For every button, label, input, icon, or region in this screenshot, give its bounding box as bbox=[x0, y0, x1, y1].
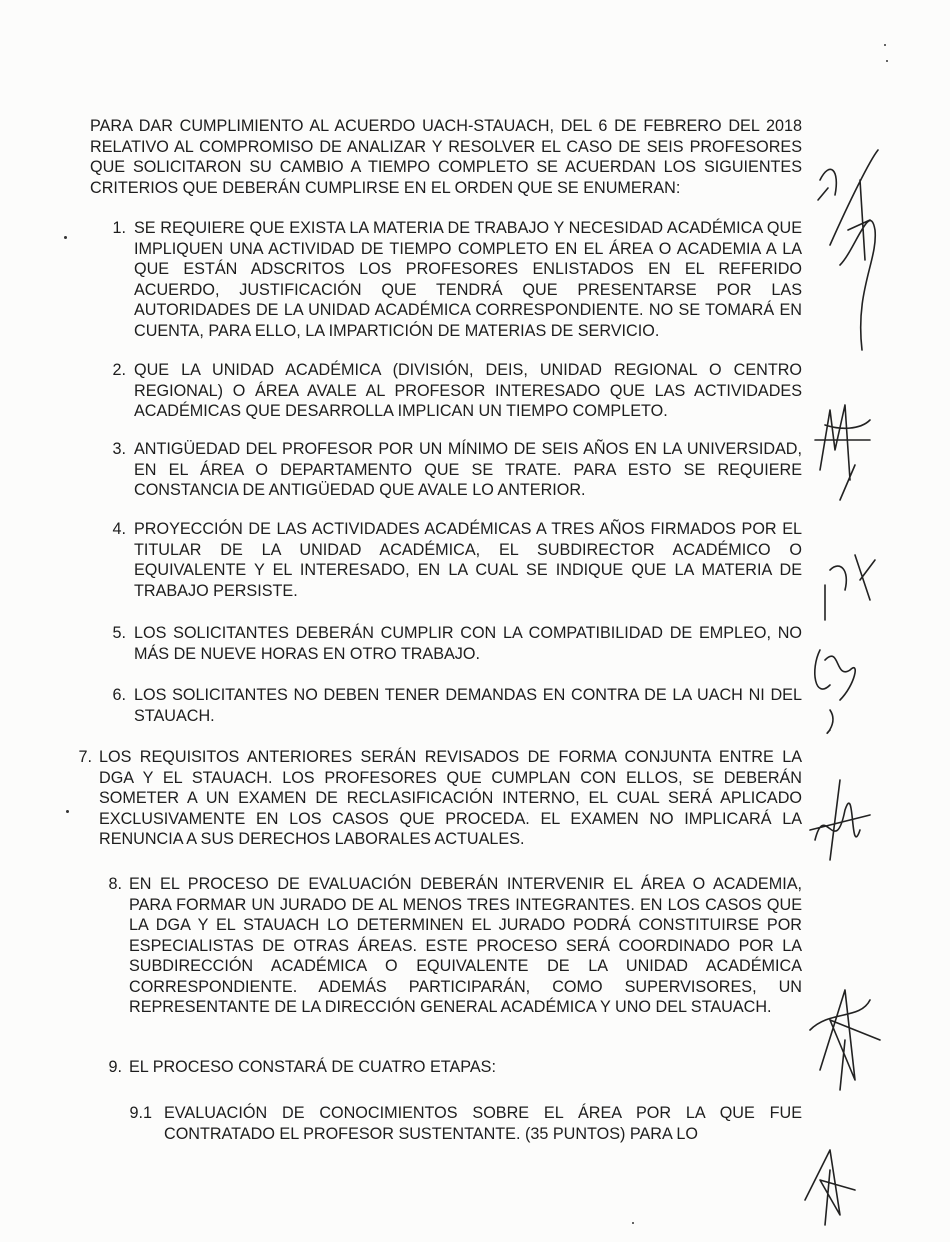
item-text: EN EL PROCESO DE EVALUACIÓN DEBERÁN INTERVENIR EL ÁREA O ACADEMIA, PARA FORMAR UN JURADO DE AL MENOS TRES INTEGRANTES. EN LOS CASOS QUE LA DGA Y EL STAUACH LO DETERMINEN EL JURADO PODRÁ CONSTITUIRSE POR ESPECIALISTAS DE OTRAS ÁREAS. ESTE PROCESO SERÁ COORDINADO POR LA SUBDIRECCIÓN ACADÉMICA O EQUIVALENTE DE LA UNIDAD ACADÉMICA CORRESPONDIENTE. ADEMÁS PARTICIPARÁN, COMO SUPERVISORES, UN REPRESENTANTE DE LA DIRECCIÓN GENERAL ACADÉMICA Y UNO DEL STAUACH. bbox=[129, 875, 802, 1016]
margin-signatures bbox=[800, 140, 950, 1242]
list-item-9-1 bbox=[122, 1103, 802, 1144]
item-number: 2. bbox=[112, 361, 126, 379]
list-item-1 bbox=[104, 218, 802, 341]
signature-5 bbox=[810, 990, 880, 1090]
list-item-5 bbox=[104, 623, 802, 664]
list-item-6 bbox=[104, 685, 802, 726]
item-number: 9.1 bbox=[129, 1104, 152, 1122]
list-item-3 bbox=[104, 439, 802, 501]
list-item-4 bbox=[104, 519, 802, 601]
item-text: LOS REQUISITOS ANTERIORES SERÁN REVISADOS DE FORMA CONJUNTA ENTRE LA DGA Y EL STAUACH. LOS PROFESORES QUE CUMPLAN CON ELLOS, SE DEBERÁN SOMETER A UN EXAMEN DE RECLASIFICACIÓN INTERNO, EL CUAL SERÁ APLICADO EXCLUSIVAMENTE EN LOS CASOS QUE PROCEDA. EL EXAMEN NO IMPLICARÁ LA RENUNCIA A SUS DERECHOS LABORALES ACTUALES. bbox=[99, 748, 802, 848]
list-item-9 bbox=[100, 1057, 802, 1078]
scan-speck bbox=[66, 810, 69, 813]
list-item-2 bbox=[104, 360, 802, 422]
signature-1 bbox=[830, 150, 878, 350]
list-item-8 bbox=[100, 874, 802, 1018]
signature-6 bbox=[805, 1150, 855, 1225]
item-text: SE REQUIERE QUE EXISTA LA MATERIA DE TRABAJO Y NECESIDAD ACADÉMICA QUE IMPLIQUEN UNA ACTIVIDAD DE TIEMPO COMPLETO EN EL ÁREA O ACADEMIA A LA QUE ESTÁN ADSCRITOS LOS PROFESORES ENLISTADOS EN EL REFERIDO ACUERDO, JUSTIFICACIÓN QUE TENDRÁ QUE PRESENTARSE POR LAS AUTORIDADES DE LA UNIDAD ACADÉMICA CORRESPONDIENTE. NO SE TOMARÁ EN CUENTA, PARA ELLO, LA IMPARTICIÓN DE MATERIAS DE SERVICIO. bbox=[134, 219, 802, 340]
item-number: 8. bbox=[108, 875, 122, 893]
item-number: 3. bbox=[112, 440, 126, 458]
intro-paragraph: PARA DAR CUMPLIMIENTO AL ACUERDO UACH-STAUACH, DEL 6 DE FEBRERO DEL 2018 RELATIVO AL COMPROMISO DE ANALIZAR Y RESOLVER EL CASO DE SEIS PROFESORES QUE SOLICITARON SU CAMBIO A TIEMPO COMPLETO SE ACUERDAN LOS SIGUIENTES CRITERIOS QUE DEBERÁN CUMPLIRSE EN EL ORDEN QUE SE ENUMERAN: bbox=[90, 117, 802, 197]
scan-speck bbox=[632, 1222, 634, 1224]
item-number: 1. bbox=[112, 219, 126, 237]
item-text: QUE LA UNIDAD ACADÉMICA (DIVISIÓN, DEIS, UNIDAD REGIONAL O CENTRO REGIONAL) O ÁREA AVALE AL PROFESOR INTERESADO QUE LAS ACTIVIDADES ACADÉMICAS QUE DESARROLLA IMPLICAN UN TIEMPO COMPLETO. bbox=[134, 361, 802, 420]
signature-2 bbox=[815, 405, 870, 500]
list-item-7 bbox=[76, 747, 802, 850]
item-number: 6. bbox=[112, 686, 126, 704]
item-number: 7. bbox=[78, 748, 92, 766]
signature-3 bbox=[825, 555, 875, 620]
item-text: PROYECCIÓN DE LAS ACTIVIDADES ACADÉMICAS A TRES AÑOS FIRMADOS POR EL TITULAR DE LA UNIDAD ACADÉMICA, EL SUBDIRECTOR ACADÉMICO O EQUIVALENTE Y EL INTERESADO, EN LA CUAL SE INDIQUE QUE LA MATERIA DE TRABAJO PERSISTE. bbox=[134, 520, 802, 600]
signature-4 bbox=[810, 780, 870, 860]
item-number: 9. bbox=[108, 1058, 122, 1076]
item-text: LOS SOLICITANTES NO DEBEN TENER DEMANDAS EN CONTRA DE LA UACH NI DEL STAUACH. bbox=[134, 686, 802, 725]
item-text: LOS SOLICITANTES DEBERÁN CUMPLIR CON LA COMPATIBILIDAD DE EMPLEO, NO MÁS DE NUEVE HORAS EN OTRO TRABAJO. bbox=[134, 624, 802, 663]
scan-speck bbox=[886, 60, 888, 62]
item-text: ANTIGÜEDAD DEL PROFESOR POR UN MÍNIMO DE SEIS AÑOS EN LA UNIVERSIDAD, EN EL ÁREA O DEPARTAMENTO QUE SE TRATE. PARA ESTO SE REQUIERE CONSTANCIA DE ANTIGÜEDAD QUE AVALE LO ANTERIOR. bbox=[134, 440, 802, 499]
item-number: 4. bbox=[112, 520, 126, 538]
item-text: EL PROCESO CONSTARÁ DE CUATRO ETAPAS: bbox=[129, 1058, 496, 1076]
scan-speck bbox=[64, 236, 67, 239]
item-text: EVALUACIÓN DE CONOCIMIENTOS SOBRE EL ÁREA POR LA QUE FUE CONTRATADO EL PROFESOR SUSTENTANTE. (35 PUNTOS) PARA LO bbox=[164, 1104, 802, 1143]
scan-speck bbox=[884, 44, 886, 46]
item-number: 5. bbox=[112, 624, 126, 642]
